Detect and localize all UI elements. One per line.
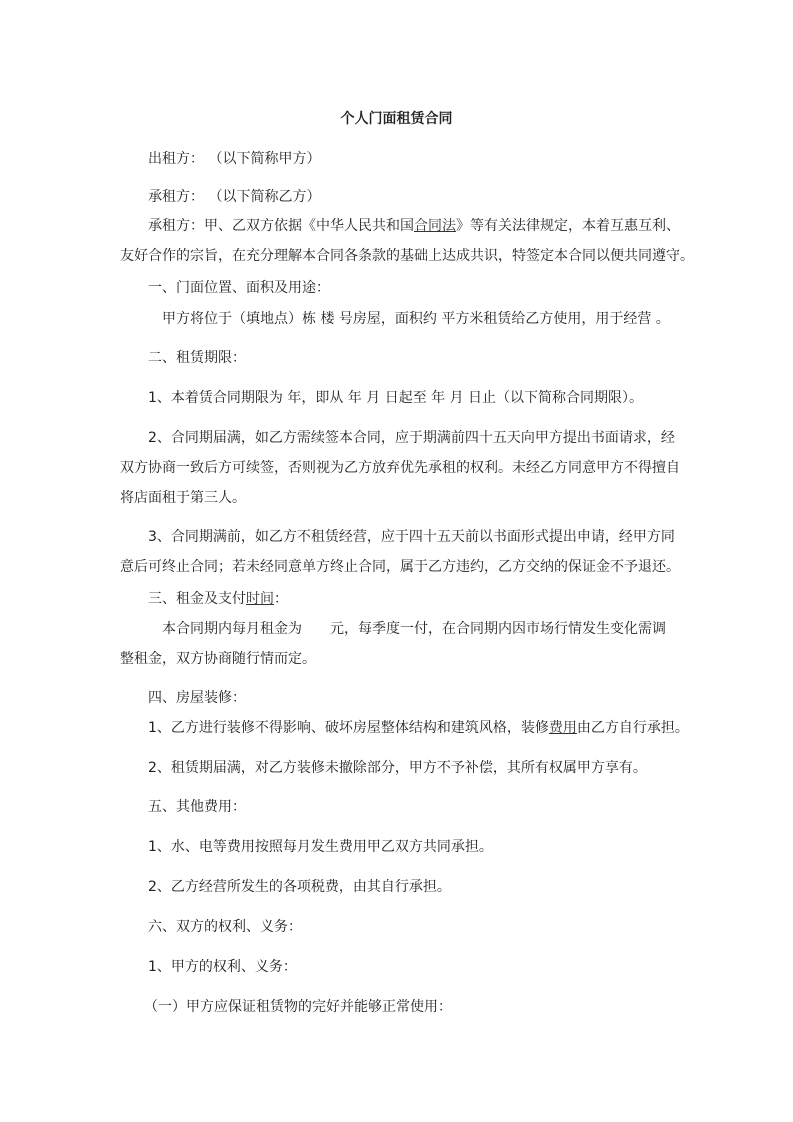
section-2-item-2-line-1: 2、合同期届满，如乙方需续签本合同，应于期满前四十五天向甲方提出书面请求，经 (148, 430, 675, 446)
time-link[interactable]: 时间 (246, 591, 274, 607)
section-5-item-1: 1、水、电等费用按照每月发生费用甲乙双方共同承担。 (148, 839, 493, 855)
contract-law-link[interactable]: 合同法 (414, 218, 456, 234)
section-2-item-1: 1、本着赁合同期限为 年，即从 年 月 日起至 年 月 日止（以下简称合同期限）。 (148, 390, 644, 406)
section-4-heading: 四、房屋装修： (148, 690, 246, 706)
section-1-heading: 一、门面位置、面积及用途： (148, 280, 330, 296)
section-3-heading (148, 590, 708, 608)
section-4-item-1 (148, 719, 708, 737)
contract-title: 个人门面租赁合同 (340, 111, 453, 127)
section-4-item-1-text-a: 1、乙方进行装修不得影响、破坏房屋整体结构和建筑风格，装修 (148, 720, 549, 736)
lessee-line: 承租方： （以下简称乙方） (148, 189, 321, 205)
section-2-item-2-line-2: 双方协商一致后方可续签，否则视为乙方放弃优先承租的权利。未经乙方同意甲方不得擅自 (120, 460, 680, 476)
section-6-sub-1: 1、甲方的权利、义务： (148, 959, 297, 975)
section-3-line-2: 整租金，双方协商随行情而定。 (120, 651, 316, 667)
section-6-item-1: （一）甲方应保证租赁物的完好并能够正常使用： (144, 999, 452, 1015)
section-2-item-2-line-3: 将店面租于第三人。 (120, 490, 246, 506)
cost-link[interactable]: 费用 (548, 720, 577, 736)
section-6-heading: 六、双方的权利、义务： (148, 919, 302, 935)
intro-line-1 (148, 217, 708, 235)
section-3-line-1: 本合同期内每月租金为 元，每季度一付，在合同期内因市场行情发生变化需调 (162, 621, 666, 637)
intro-text-b: 》等有关法律规定，本着互惠互利、 (456, 218, 680, 234)
section-3-heading-text: 三、租金及支付 (148, 591, 246, 607)
section-2-item-3-line-2: 意后可终止合同；若未经同意单方终止合同，属于乙方违约，乙方交纳的保证金不予退还。 (120, 559, 680, 575)
section-2-heading: 二、租赁期限： (148, 350, 246, 366)
section-4-item-2: 2、租赁期届满，对乙方装修未撤除部分，甲方不予补偿，其所有权属甲方享有。 (148, 760, 647, 776)
section-5-item-2: 2、乙方经营所发生的各项税费，由其自行承担。 (148, 879, 451, 895)
lessor-line: 出租方： （以下简称甲方） (148, 151, 321, 167)
section-1-text: 甲方将位于（填地点）栋 楼 号房屋，面积约 平方米租赁给乙方使用，用于经营 。 (162, 311, 670, 327)
intro-text-a: 承租方：甲、乙双方依据《中华人民共和国 (148, 218, 414, 234)
intro-line-2: 友好合作的宗旨，在充分理解本合同各条款的基础上达成共识，特签定本合同以便共同遵守。 (120, 248, 694, 264)
section-2-item-3-line-1: 3、合同期满前，如乙方不租赁经营，应于四十五天前以书面形式提出申请，经甲方同 (148, 529, 675, 545)
section-5-heading: 五、其他费用： (148, 799, 246, 815)
section-3-heading-colon: ： (274, 591, 288, 607)
section-4-item-1-text-b: 由乙方自行承担。 (576, 720, 689, 736)
